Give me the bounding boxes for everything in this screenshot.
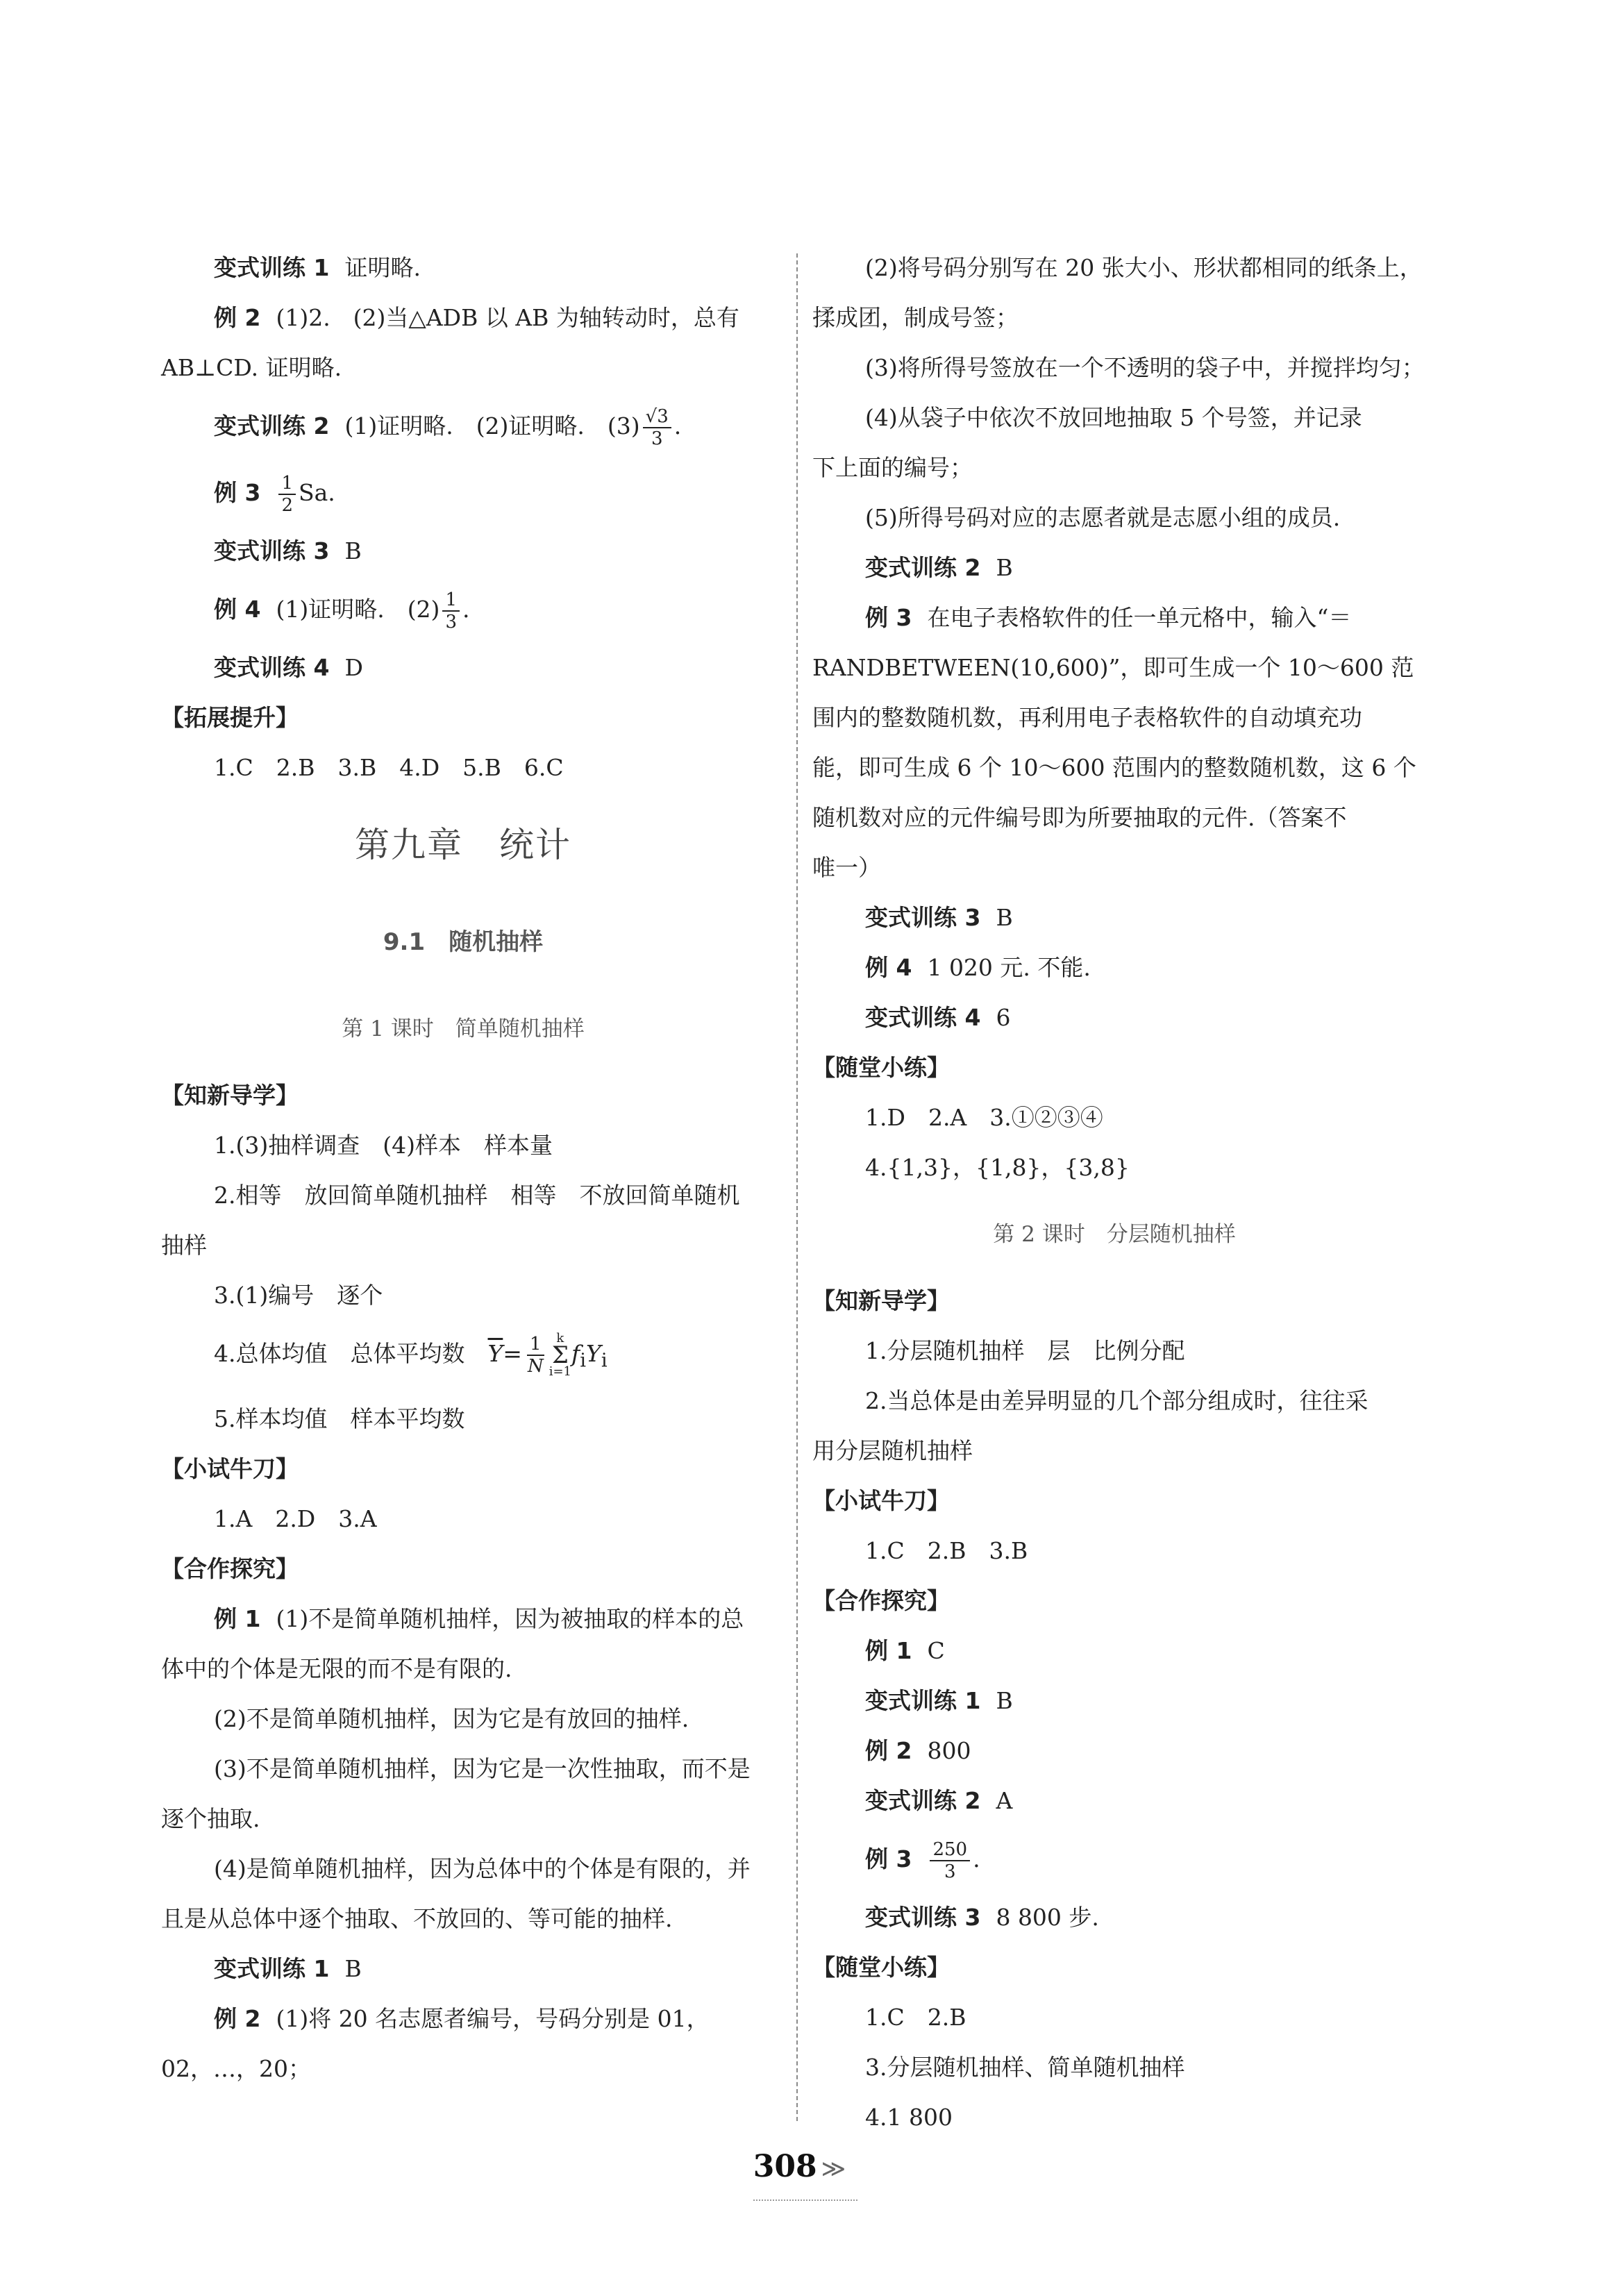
answer-line: RANDBETWEEN(10,600)”，即可生成一个 10～600 范 — [812, 654, 1414, 681]
answer-text: A — [996, 1787, 1013, 1814]
answer-text: . — [673, 412, 682, 439]
label: 例 2 — [865, 1737, 912, 1764]
fraction — [278, 473, 296, 516]
answer-line — [812, 593, 1416, 643]
answer-line: 5.样本均值 样本平均数 — [214, 1405, 465, 1432]
answer-line — [161, 293, 765, 343]
answer-line: 体中的个体是无限的而不是有限的. — [161, 1654, 512, 1682]
answer-text: B — [344, 537, 362, 564]
answer-line — [812, 1626, 1416, 1676]
label: 变式训练 1 — [214, 1954, 330, 1982]
fraction — [442, 589, 460, 632]
lesson-title: 第 1 课时 简单随机抽样 — [342, 1016, 585, 1041]
answer-text: . — [462, 596, 470, 623]
answer-text: B — [344, 1954, 362, 1982]
sigma-symbol: Σ — [551, 1341, 569, 1369]
label: 变式训练 3 — [214, 537, 330, 564]
answer-line — [161, 1944, 765, 1994]
fraction — [525, 1334, 546, 1377]
label: 例 2 — [214, 304, 261, 331]
answer-line: (2)将号码分别写在 20 张大小、形状都相同的纸条上， — [865, 254, 1423, 281]
fraction-denominator: 3 — [651, 428, 663, 449]
answer-text: B — [996, 1687, 1013, 1714]
answer-line — [161, 526, 765, 576]
label: 变式训练 4 — [214, 654, 330, 681]
section-title: 9.1 随机抽样 — [383, 928, 544, 956]
left-column — [161, 243, 765, 2094]
label: 例 3 — [865, 604, 912, 631]
y-bar: $\overline{Y}$ — [487, 1340, 503, 1367]
answer-line — [161, 643, 765, 693]
label: 变式训练 2 — [865, 1787, 981, 1814]
answer-line: 随机数对应的元件编号即为所要抽取的元件.（答案不 — [812, 804, 1347, 831]
lesson-title: 第 2 课时 分层随机抽样 — [993, 1222, 1236, 1247]
answer-text: (1)将 20 名志愿者编号，号码分别是 01， — [276, 2004, 710, 2032]
answer-line: AB⊥CD. 证明略. — [161, 354, 342, 381]
answer-line — [812, 1776, 1416, 1826]
section-heading: 【合作探究】 — [161, 1555, 299, 1582]
label: 例 4 — [214, 596, 261, 623]
section-heading: 【知新导学】 — [161, 1082, 299, 1109]
answer-line — [161, 243, 765, 293]
answer-line — [812, 893, 1416, 943]
answer-text: 4.总体均值 总体平均数 — [214, 1340, 488, 1367]
section-heading: 【知新导学】 — [812, 1287, 950, 1314]
formula-subscript: i — [601, 1349, 608, 1372]
answer-line: 逐个抽取. — [161, 1804, 260, 1832]
answer-text: B — [996, 904, 1013, 931]
answer-line: 1.分层随机抽样 层 比例分配 — [865, 1337, 1185, 1364]
column-divider — [796, 253, 798, 2121]
answer-line: 1.(3)抽样调查 (4)样本 样本量 — [214, 1132, 553, 1159]
answer-line: 抽样 — [161, 1232, 207, 1259]
answer-line: 4.{1,3}，{1,8}，{3,8} — [865, 1154, 1130, 1181]
answer-text: (1)不是简单随机抽样，因为被抽取的样本的总 — [276, 1604, 744, 1632]
label: 变式训练 1 — [214, 254, 330, 281]
summation — [549, 1332, 571, 1378]
answer-line: 围内的整数随机数，再利用电子表格软件的自动填充功 — [812, 704, 1362, 731]
answer-line: (3)将所得号签放在一个不透明的袋子中，并搅拌均匀； — [865, 354, 1425, 381]
fraction-denominator: N — [527, 1356, 544, 1377]
answer-line: 1.C 2.B 3.B 4.D 5.B 6.C — [214, 754, 564, 781]
fraction-numerator: 250 — [930, 1839, 970, 1861]
answer-line: 1.C 2.B — [865, 2004, 966, 2031]
formula-subscript: i — [580, 1349, 587, 1372]
answer-line: 1.C 2.B 3.B — [865, 1537, 1028, 1564]
label: 变式训练 3 — [865, 1904, 981, 1931]
answer-text: D — [344, 654, 363, 681]
page-footer — [0, 2149, 1599, 2184]
answer-text: (1)2. (2)当△ADB 以 AB 为轴转动时，总有 — [276, 304, 739, 331]
answer-text: 8 800 步. — [996, 1904, 1099, 1931]
answer-line — [812, 1893, 1416, 1943]
answer-line — [161, 1321, 765, 1394]
label: 例 1 — [865, 1637, 912, 1664]
answer-line: (5)所得号码对应的志愿者就是志愿小组的成员. — [865, 504, 1341, 531]
answer-text: C — [927, 1637, 945, 1664]
label: 例 1 — [214, 1604, 261, 1632]
answer-text: B — [996, 554, 1013, 581]
answer-line: 下上面的编号； — [812, 454, 973, 481]
answer-line: 唯一） — [812, 854, 881, 881]
answer-line: (2)不是简单随机抽样，因为它是有放回的抽样. — [214, 1704, 689, 1732]
answer-line — [161, 460, 765, 526]
answer-text: 6 — [996, 1004, 1011, 1031]
page-number: 308 — [753, 2149, 817, 2184]
answer-text: 证明略. — [344, 254, 421, 281]
answer-line — [812, 993, 1416, 1043]
right-column — [812, 243, 1425, 2143]
label: 例 4 — [865, 954, 912, 981]
answer-line: 3.(1)编号 逐个 — [214, 1282, 383, 1309]
answer-text: (1)证明略. (2)证明略. (3) — [344, 412, 640, 439]
formula-term: Y — [586, 1340, 601, 1367]
equals-sign: = — [503, 1340, 522, 1367]
label: 变式训练 3 — [865, 904, 981, 931]
fraction-numerator: √3 — [643, 406, 671, 428]
label: 例 3 — [865, 1845, 912, 1872]
answer-line — [161, 1994, 765, 2044]
label: 例 2 — [214, 2004, 261, 2032]
answer-text: 1 020 元. 不能. — [927, 954, 1091, 981]
summation-upper: k — [556, 1331, 564, 1346]
answer-line — [812, 543, 1416, 593]
summation-lower: i=1 — [549, 1364, 571, 1379]
formula-term: f — [571, 1340, 580, 1367]
answer-text: 800 — [927, 1737, 971, 1764]
answer-line: 揉成团，制成号签； — [812, 304, 1019, 331]
answer-line: 3.分层随机抽样、简单随机抽样 — [865, 2054, 1185, 2081]
answer-text: Sa. — [299, 479, 335, 506]
answer-text: . — [973, 1845, 980, 1872]
answer-line: 1.D 2.A 3.①②③④ — [865, 1104, 1103, 1131]
answer-line: 2.相等 放回简单随机抽样 相等 不放回简单随机 — [214, 1182, 740, 1209]
fraction-denominator: 2 — [281, 495, 293, 516]
answer-line: 4.1 800 — [865, 2104, 953, 2131]
label: 例 3 — [214, 479, 261, 506]
fraction-numerator: 1 — [278, 473, 296, 495]
answer-line: 2.当总体是由差异明显的几个部分组成时，往往采 — [865, 1387, 1368, 1414]
label: 变式训练 4 — [865, 1004, 981, 1031]
answer-line: 能，即可生成 6 个 10～600 范围内的整数随机数，这 6 个 — [812, 754, 1416, 781]
fraction-denominator: 3 — [445, 612, 457, 632]
fraction — [643, 406, 671, 449]
chevron-decoration-icon: ≫ — [821, 2155, 846, 2183]
fraction-denominator: 3 — [944, 1861, 956, 1882]
answer-text: (1)证明略. (2) — [276, 596, 440, 623]
label: 变式训练 2 — [214, 412, 330, 439]
section-heading: 【随堂小练】 — [812, 1054, 950, 1081]
answer-line — [161, 1594, 765, 1644]
fraction — [930, 1839, 970, 1882]
section-heading: 【合作探究】 — [812, 1587, 950, 1614]
footer-dotted-line — [753, 2199, 857, 2201]
section-heading: 【小试牛刀】 — [161, 1455, 299, 1482]
answer-line: (4)从袋子中依次不放回地抽取 5 个号签，并记录 — [865, 404, 1362, 431]
fraction-numerator: 1 — [442, 589, 460, 612]
answer-line — [812, 1826, 1416, 1893]
section-heading: 【随堂小练】 — [812, 1954, 950, 1981]
answer-line — [812, 1726, 1416, 1776]
answer-line — [812, 943, 1416, 993]
chapter-title: 第九章 统计 — [355, 825, 571, 865]
answer-line — [161, 576, 765, 643]
answer-text: 在电子表格软件的任一单元格中，输入“＝ — [927, 604, 1352, 631]
answer-line — [161, 393, 765, 460]
label: 变式训练 1 — [865, 1687, 981, 1714]
label: 变式训练 2 — [865, 554, 981, 581]
answer-line: 用分层随机抽样 — [812, 1437, 973, 1464]
answer-line: (3)不是简单随机抽样，因为它是一次性抽取，而不是 — [214, 1754, 751, 1782]
answer-line: (4)是简单随机抽样，因为总体中的个体是有限的，并 — [214, 1854, 751, 1882]
answer-line — [812, 1676, 1416, 1726]
section-heading: 【小试牛刀】 — [812, 1487, 950, 1514]
section-heading: 【拓展提升】 — [161, 704, 299, 731]
answer-line: 且是从总体中逐个抽取、不放回的、等可能的抽样. — [161, 1904, 673, 1932]
fraction-numerator: 1 — [527, 1334, 544, 1356]
answer-line: 02，…，20； — [161, 2054, 311, 2082]
answer-line: 1.A 2.D 3.A — [214, 1505, 377, 1532]
